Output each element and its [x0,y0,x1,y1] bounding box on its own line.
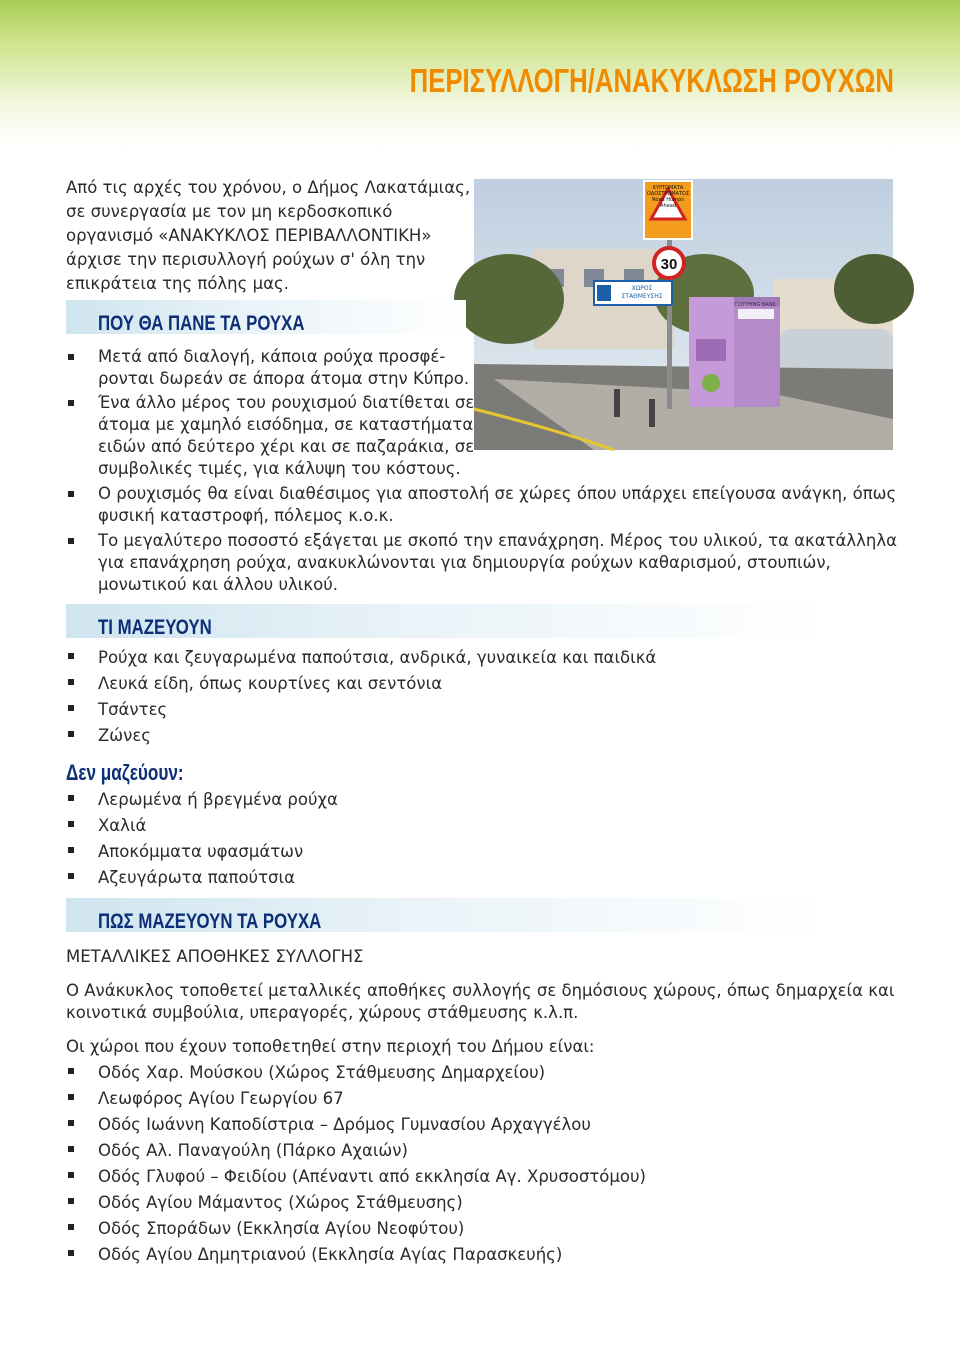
section-title: ΠΩΣ ΜΑΖΕΥΟΥΝ ΤΑ ΡΟΥΧΑ [98,910,322,933]
list-item-line: μονωτικού και άλλου υλικού. [98,575,338,594]
list-item: Οδός Χαρ. Μούσκου (Χώρος Στάθμευσης Δημαρχείου) [66,1060,646,1086]
list-item-line: Ο ρουχισμός θα είναι διαθέσιμος για αποστολή σε χώρες όπου υπάρχει επείγουσα ανάγκη, όπως [98,484,897,503]
intro-line: σε συνεργασία με τον μη κερδοσκοπικό [66,202,393,221]
list-item: Λεωφόρος Αγίου Γεωργίου 67 [66,1086,646,1112]
list-item: Οδός Σποράδων (Εκκλησία Αγίου Νεοφύτου) [66,1216,646,1242]
list-item-line: ρονται δωρεάν σε άπορα άτομα στην Κύπρο. [98,369,470,388]
list-item-line: Ένα άλλο μέρος του ρουχισμού διατίθεται σε [98,393,475,412]
list-item-line: για επανάχρηση ρούχα, ανακυκλώνονται για δημιουργία ρούχων καθαρισμού, στουπιών, [98,553,831,572]
list-item: Χαλιά [66,813,338,839]
list-item [66,530,897,596]
section-header-how [66,898,826,932]
list-item-line: Το μεγαλύτερο ποσοστό εξάγεται με σκοπό την επανάχρηση. Μέρος του υλικού, τα ακατάλληλα [98,531,898,550]
list-item-line: Μετά από διαλογή, κάποια ρούχα προσφέ- [98,347,446,366]
list-item-line: φυσική καταστροφή, πόλεμος κ.ο.κ. [98,506,394,525]
road-humps-sign-text: ΚΥΡΤΩΜΑΤΑ ΟΔΟΣΤΡΩΜΑΤΟΣ Road Humps Ahead [646,185,690,209]
parking-sign-text: ΧΩΡΟΣ ΣΤΑΘΜΕΥΣΗΣ [621,285,663,300]
how-paragraph [66,980,894,1024]
header-band [0,0,960,148]
locations-list [66,1060,646,1268]
paragraph-line: κοινοτικά συμβούλια, υπεραγορές, χώρους στάθμευσης κ.λ.π. [66,1003,579,1022]
tree [454,254,564,344]
list-item: Οδός Αγίου Μάμαντος (Χώρος Στάθμευσης) [66,1190,646,1216]
intro-paragraph [66,176,471,296]
list-item-line: ειδών από δεύτερο χέρι και σε παζαράκια, σε [98,437,475,456]
list-item: Λερωμένα ή βρεγμένα ρούχα [66,787,338,813]
not-collect-title: Δεν μαζεύουν: [66,760,184,785]
section-title: ΤΙ ΜΑΖΕΥΟΥΝ [98,616,212,639]
speed-limit-text: 30 [660,256,678,273]
where-list [66,346,897,596]
intro-line: άρχισε την περισυλλογή ρούχων σ' όλη την [66,250,426,269]
tree [834,254,914,324]
not-collect-list [66,787,338,891]
list-item: Οδός Αλ. Παναγούλη (Πάρκο Αχαιών) [66,1138,646,1164]
list-item: Αζευγάρωτα παπούτσια [66,865,338,891]
list-item: Ζώνες [66,723,656,749]
intro-line: οργανισμό «ΑΝΑΚΥΚΛΟΣ ΠΕΡΙΒΑΛΛΟΝΤΙΚΗ» [66,226,432,245]
list-item-line: άτομα με χαμηλό εισόδημα, σε καταστήματα [98,415,474,434]
page-title: ΠΕΡΙΣΥΛΛΟΓΗ/ΑΝΑΚΥΚΛΩΣΗ ΡΟΥΧΩΝ [409,62,894,99]
list-item: Ρούχα και ζευγαρωμένα παπούτσια, ανδρικά, γυναικεία και παιδικά [66,645,656,671]
intro-line: επικράτεια της πόλης μας. [66,274,289,293]
list-item: Οδός Γλυφού – Φειδίου (Απέναντι από εκκλησία Αγ. Χρυσοστόμου) [66,1164,646,1190]
collect-list [66,645,656,749]
clothing-bank-label: CLOTHING BANK [734,302,776,308]
list-item-line: συμβολικές τιμές, για κάλυψη του κόστους. [98,459,461,478]
list-item: Αποκόμματα υφασμάτων [66,839,338,865]
paragraph-line: Ο Ανάκυκλος τοποθετεί μεταλλικές αποθήκες συλλογής σε δημόσιους χώρους, όπως δημαρχεία και [66,981,895,1000]
section-title: ΠΟΥ ΘΑ ΠΑΝΕ ΤΑ ΡΟΥΧΑ [98,312,305,335]
section-header-where [66,300,466,334]
list-item: Λευκά είδη, όπως κουρτίνες και σεντόνια [66,671,656,697]
locations-intro: Οι χώροι που έχουν τοποθετηθεί στην περιοχή του Δήμου είναι: [66,1037,595,1056]
list-item [66,483,897,527]
list-item [66,346,897,390]
list-item [66,392,897,480]
list-item: Τσάντες [66,697,656,723]
list-item: Οδός Ιωάννη Καποδίστρια – Δρόμος Γυμνασίου Αρχαγγέλου [66,1112,646,1138]
intro-line: Από τις αρχές του χρόνου, ο Δήμος Λακατάμιας, [66,178,471,197]
section-header-collect [66,604,826,638]
how-subtitle: ΜΕΤΑΛΛΙΚΕΣ ΑΠΟΘΗΚΕΣ ΣΥΛΛΟΓΗΣ [66,947,364,966]
list-item: Οδός Αγίου Δημητριανού (Εκκλησία Αγίας Παρασκευής) [66,1242,646,1268]
